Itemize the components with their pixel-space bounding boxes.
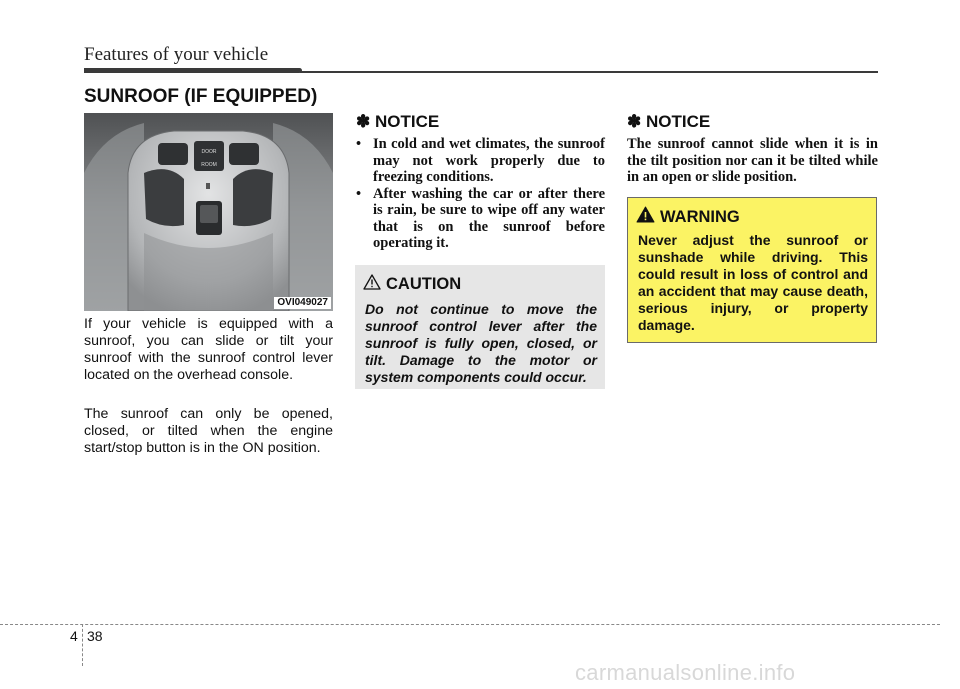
caution-text: Do not continue to move the sunroof control lever after the sunroof is fully open, closed, or tilt. Damage to the motor or system components could occur.	[365, 301, 597, 385]
notice-list	[356, 136, 605, 252]
photo-code: OVI049027	[274, 297, 331, 309]
header-rule-thin	[300, 71, 878, 73]
section-title: SUNROOF (IF EQUIPPED)	[84, 86, 318, 107]
header-rule-thick	[84, 68, 302, 73]
list-item	[356, 186, 605, 252]
notice-heading-middle: ✽ NOTICE	[356, 112, 440, 131]
caution-box	[355, 265, 605, 389]
body-paragraph-1: If your vehicle is equipped with a sunroof, you can slide or tilt your sunroof with the sunroof control lever located on the overhead console.	[84, 316, 333, 383]
header-title: Features of your vehicle	[84, 44, 269, 65]
bullet-glyph: •	[356, 185, 362, 202]
caution-title: CAUTION	[386, 274, 462, 293]
footer-dashed-rule	[0, 624, 940, 625]
warning-triangle-outline-icon	[363, 274, 381, 295]
warning-title-row	[636, 206, 868, 228]
notice-text-right: The sunroof cannot slide when it is in the tilt position nor can it be tilted while in an open or slide position.	[627, 136, 878, 185]
notice-item-text: In cold and wet climates, the sunroof may not work properly due to freezing conditions.	[373, 136, 605, 185]
body-paragraph-2: The sunroof can only be opened, closed, or tilted when the engine start/stop button is in the ON position.	[84, 406, 333, 456]
chapter-number: 4	[70, 628, 78, 644]
notice-item-text: After washing the car or after there is rain, be sure to wipe off any water that is on the sunroof before operating it.	[373, 185, 605, 251]
page-number: 38	[87, 628, 103, 644]
warning-triangle-filled-icon	[636, 206, 655, 228]
notice-heading-right: ✽ NOTICE	[627, 112, 711, 131]
door-button-label: DOOR	[201, 149, 217, 155]
footer-vertical-rule	[82, 624, 83, 666]
watermark: carmanualsonline.info	[575, 660, 796, 685]
sunroof-console-photo	[84, 113, 333, 311]
caution-title-row	[363, 273, 597, 295]
warning-title: WARNING	[660, 207, 740, 226]
list-item	[356, 136, 605, 186]
bullet-glyph: •	[356, 136, 362, 152]
warning-text: Never adjust the sunroof or sunshade while driving. This could result in loss of control and an accident that may cause death, serious injury, or property damage.	[638, 232, 868, 333]
room-button-label: ROOM	[201, 162, 217, 168]
warning-box	[627, 197, 877, 343]
